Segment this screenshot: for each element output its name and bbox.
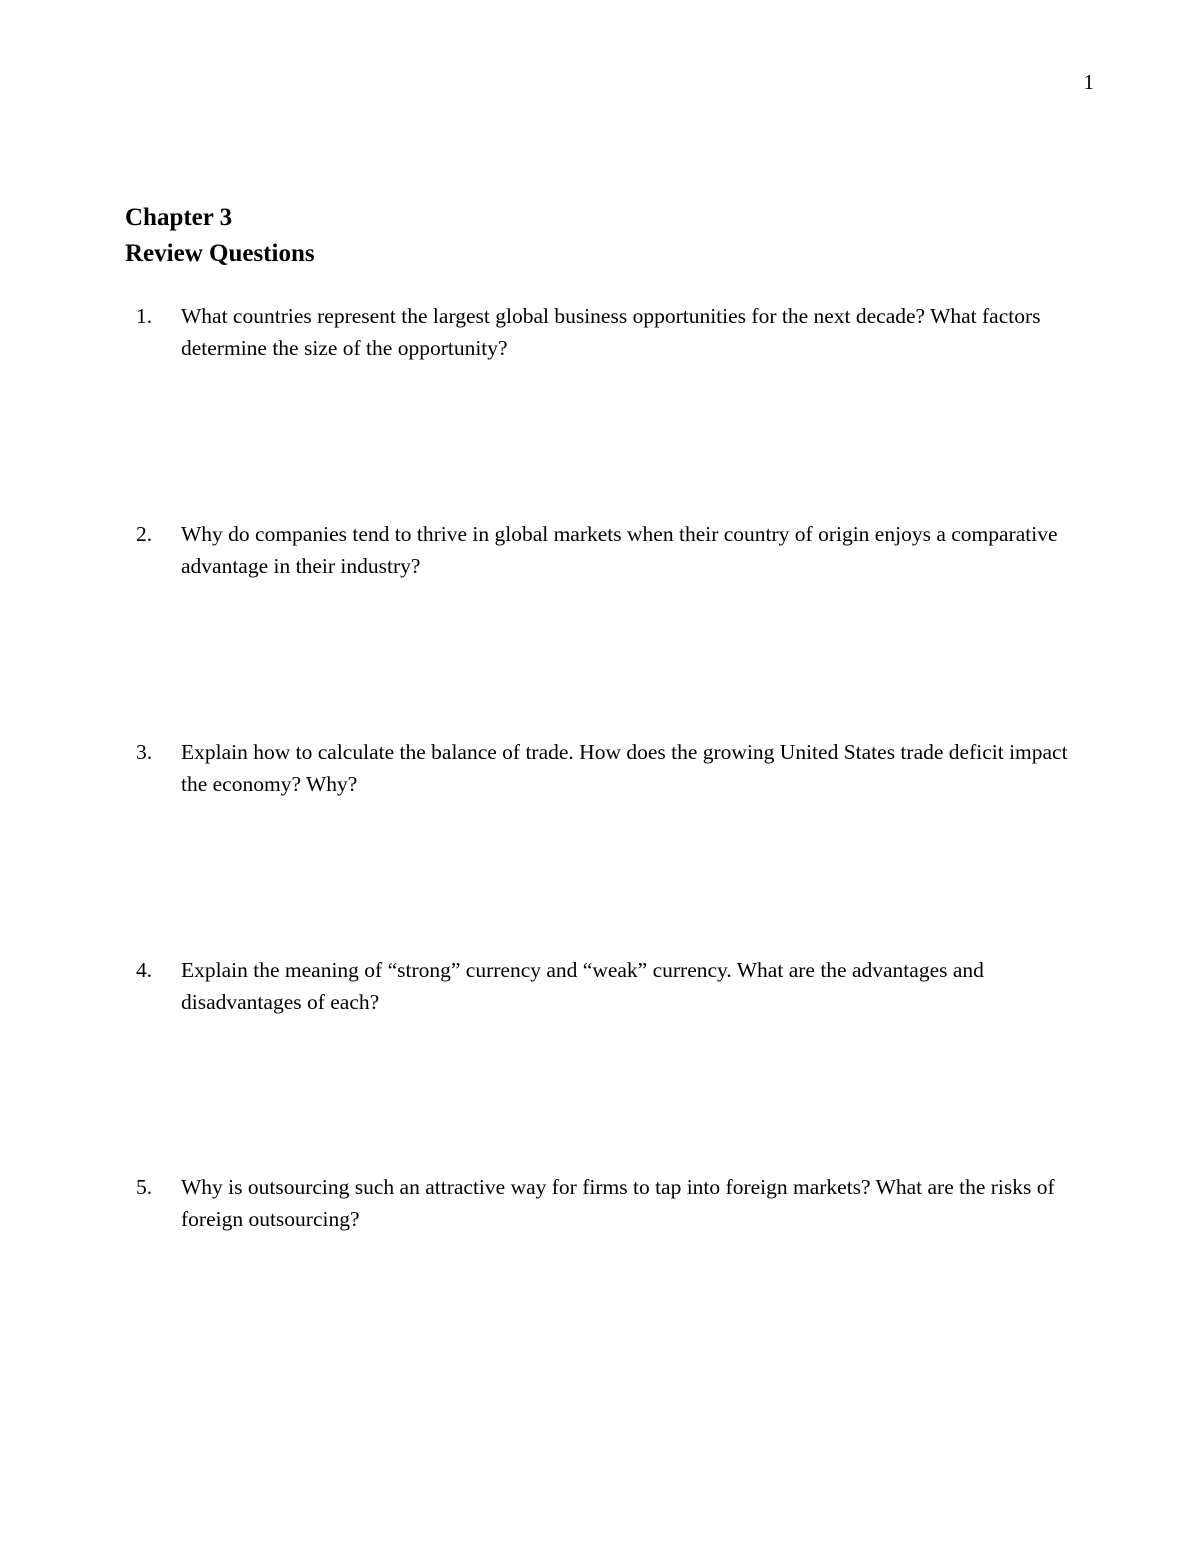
question-number: 3.	[136, 740, 153, 764]
question-text: Explain the meaning of “strong” currency and “weak” currency. What are the advantages and disadvantages of each?	[181, 958, 984, 1014]
question-item	[136, 737, 1096, 800]
section-title: Review Questions	[125, 240, 315, 267]
question-text: What countries represent the largest global business opportunities for the next decade? What factors determine the size of the opportunity?	[181, 304, 1041, 360]
heading-block	[125, 200, 315, 272]
question-text: Explain how to calculate the balance of trade. How does the growing United States trade deficit impact the economy? Why?	[181, 740, 1068, 796]
question-item	[136, 955, 1096, 1018]
question-item	[136, 301, 1096, 364]
question-number: 4.	[136, 958, 153, 982]
page-number: 1	[1083, 70, 1094, 94]
question-item	[136, 1172, 1096, 1235]
question-item	[136, 519, 1096, 582]
question-number: 1.	[136, 304, 153, 328]
question-text: Why do companies tend to thrive in global markets when their country of origin enjoys a comparative advantage in their industry?	[181, 522, 1058, 578]
question-number: 5.	[136, 1175, 153, 1199]
question-text: Why is outsourcing such an attractive way for firms to tap into foreign markets? What are the risks of foreign outsourcing?	[181, 1175, 1055, 1231]
chapter-title: Chapter 3	[125, 204, 233, 231]
question-number: 2.	[136, 522, 153, 546]
